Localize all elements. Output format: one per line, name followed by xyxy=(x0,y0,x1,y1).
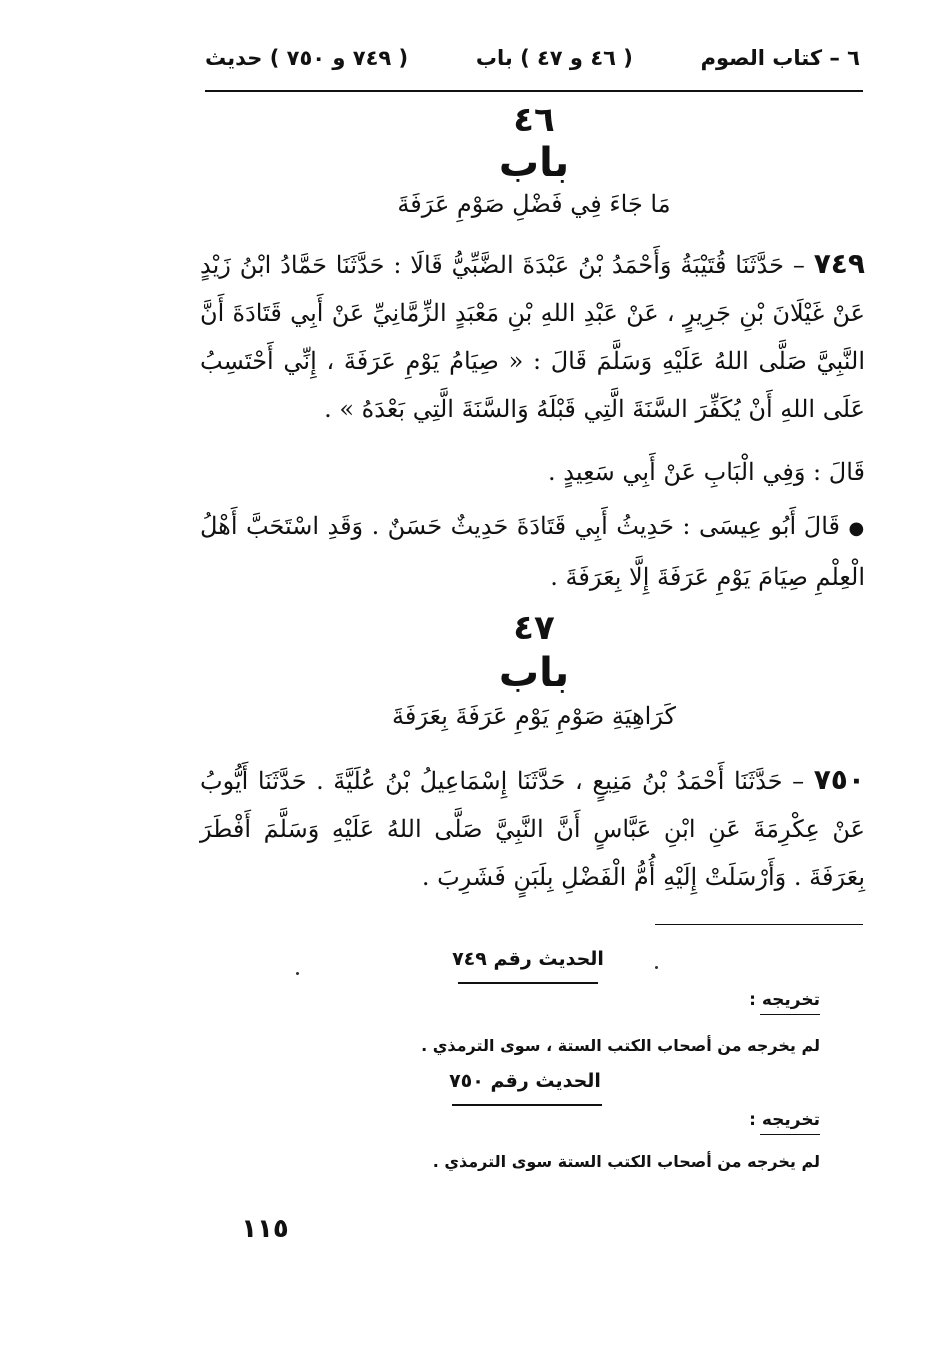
section-title: كَرَاهِيَةِ صَوْمِ يَوْمِ عَرَفَةَ بِعَرَفَةَ xyxy=(392,702,676,730)
section-title: مَا جَاءَ فِي فَضْلِ صَوْمِ عَرَفَةَ xyxy=(397,190,671,218)
footnote-label: تخريجه : xyxy=(749,1110,820,1130)
comment-paragraph xyxy=(200,502,865,601)
footnote-heading: الحديث رقم ٧٤٩ xyxy=(452,948,604,970)
footnote-label-rule xyxy=(760,1134,820,1135)
section-number: ٤٧ xyxy=(513,608,555,648)
footnote-separator xyxy=(655,924,863,925)
header-rule xyxy=(205,90,863,92)
footnote-label: تخريجه : xyxy=(749,990,820,1010)
bab-heading: باب xyxy=(498,650,570,696)
footnote-text: لم يخرجه من أصحاب الكتب الستة ، سوى الترمذي . xyxy=(421,1036,820,1055)
hadith-number: ٧٥٠ xyxy=(813,763,865,796)
note-paragraph: قَالَ : وَفِي الْبَابِ عَنْ أَبِي سَعِيدٍ . xyxy=(547,458,865,486)
bab-heading: باب xyxy=(498,140,570,186)
running-header xyxy=(205,40,860,76)
header-hadiths: ( ٧٤٩ و ٧٥٠ ) حديث xyxy=(205,46,409,70)
hadith-text: – حَدَّثَنَا قُتَيْبَةُ وَأَحْمَدُ بْنُ عَبْدَةَ الضَّبِّيُّ قَالَا : حَدَّثَنَا حَمَّادُ ابْنُ زَيْدٍ عَنْ غَيْلَانَ بْنِ جَرِيرٍ ، عَنْ عَبْدِ اللهِ بْنِ مَعْبَدٍ الزِّمَّانِيِّ عَنْ أَبِي قَتَادَةَ أَنَّ النَّبِيَّ صَلَّى اللهُ عَلَيْهِ وَسَلَّمَ قَالَ : « صِيَامُ يَوْمِ عَرَفَةَ ، إِنِّي أَحْتَسِبُ عَلَى اللهِ أَنْ يُكَفِّرَ السَّنَةَ الَّتِي قَبْلَهُ وَالسَّنَةَ الَّتِي بَعْدَهُ » . xyxy=(200,251,865,423)
hadith-paragraph xyxy=(200,756,865,901)
footnote-heading: الحديث رقم ٧٥٠ xyxy=(449,1070,601,1092)
footnote-text: لم يخرجه من أصحاب الكتب الستة سوى الترمذي . xyxy=(432,1152,820,1171)
footnote-heading-rule xyxy=(458,982,598,984)
footnote-label-rule xyxy=(760,1014,820,1015)
header-babs: ( ٤٦ و ٤٧ ) باب xyxy=(475,46,633,70)
speck xyxy=(296,972,299,975)
footnote-heading-rule xyxy=(452,1104,602,1106)
hadith-text: – حَدَّثَنَا أَحْمَدُ بْنُ مَنِيعٍ ، حَدَّثَنَا إِسْمَاعِيلُ بْنُ عُلَيَّةَ . حَدَّثَنَا أَيُّوبُ عَنْ عِكْرِمَةَ عَنِ ابْنِ عَبَّاسٍ أَنَّ النَّبِيَّ صَلَّى اللهُ عَلَيْهِ وَسَلَّمَ أَفْطَرَ بِعَرَفَةَ . وَأَرْسَلَتْ إِلَيْهِ أُمُّ الْفَضْلِ بِلَبَنٍ فَشَرِبَ . xyxy=(200,767,865,891)
header-chapter: ٦ – كتاب الصوم xyxy=(700,46,860,70)
speck xyxy=(655,966,658,969)
bullet-icon: ● xyxy=(848,518,865,539)
section-number: ٤٦ xyxy=(513,100,555,140)
hadith-paragraph xyxy=(200,240,865,433)
page-number: ١١٥ xyxy=(241,1214,289,1244)
comment-text: قَالَ أَبُو عِيسَى : حَدِيثُ أَبِي قَتَادَةَ حَدِيثٌ حَسَنٌ . وَقَدِ اسْتَحَبَّ أَهْلُ الْعِلْمِ صِيَامَ يَوْمِ عَرَفَةَ إِلَّا بِعَرَفَةَ . xyxy=(200,512,865,591)
hadith-number: ٧٤٩ xyxy=(813,247,865,280)
